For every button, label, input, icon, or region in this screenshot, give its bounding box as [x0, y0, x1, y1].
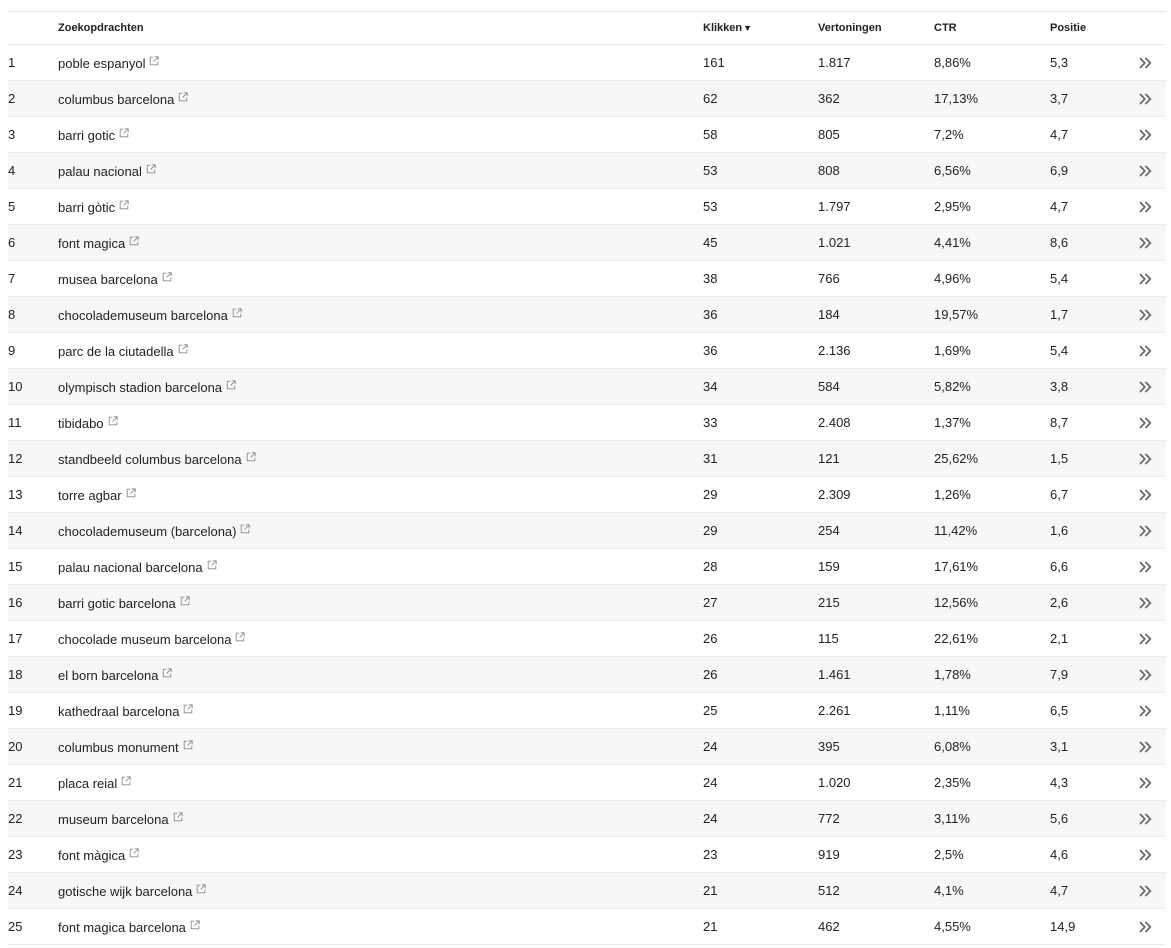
external-link-icon[interactable]: [178, 90, 188, 100]
position-cell: 6,6: [1050, 559, 1069, 574]
position-cell: 2,1: [1050, 631, 1069, 646]
position-cell: 8,7: [1050, 415, 1069, 430]
position-cell: 2,6: [1050, 595, 1069, 610]
double-chevron-right-icon[interactable]: [1136, 153, 1156, 188]
row-number: 19: [8, 703, 23, 718]
query-cell: [58, 477, 136, 512]
position-cell: 4,3: [1050, 775, 1069, 790]
ctr-cell: 11,42%: [934, 523, 978, 538]
ctr-cell: 2,95%: [934, 199, 971, 214]
query-link[interactable]: torre agbar: [58, 488, 122, 503]
ctr-cell: 4,41%: [934, 235, 971, 250]
double-chevron-right-icon[interactable]: [1136, 117, 1156, 152]
double-chevron-right-icon[interactable]: [1136, 549, 1156, 584]
ctr-cell: 4,96%: [934, 271, 971, 286]
impressions-cell: 462: [818, 919, 840, 934]
table-row: [8, 584, 1166, 620]
impressions-cell: 2.309: [818, 487, 851, 502]
double-chevron-right-icon[interactable]: [1136, 621, 1156, 656]
query-link[interactable]: tibidabo: [58, 416, 104, 431]
query-cell: [58, 189, 129, 224]
external-link-icon[interactable]: [162, 666, 172, 676]
position-cell: 4,7: [1050, 883, 1069, 898]
position-cell: 4,7: [1050, 199, 1069, 214]
row-number: 18: [8, 667, 23, 682]
external-link-icon[interactable]: [190, 918, 200, 928]
impressions-cell: 121: [818, 451, 840, 466]
row-number: 9: [8, 343, 16, 358]
query-cell: [58, 369, 236, 404]
impressions-cell: 584: [818, 379, 840, 394]
position-cell: 4,7: [1050, 127, 1069, 142]
double-chevron-right-icon[interactable]: [1136, 189, 1156, 224]
row-number: 15: [8, 559, 23, 574]
position-cell: 5,4: [1050, 271, 1069, 286]
ctr-cell: 19,57%: [934, 307, 979, 322]
query-link[interactable]: standbeeld columbus barcelona: [58, 452, 242, 467]
table-row: [8, 440, 1166, 476]
table-row: [8, 872, 1166, 908]
row-number: 12: [8, 451, 23, 466]
query-link[interactable]: placa reial: [58, 776, 118, 791]
query-link[interactable]: barri gotic barcelona: [58, 596, 176, 611]
table-row: [8, 188, 1166, 224]
row-number: 22: [8, 811, 23, 826]
impressions-cell: 1.021: [818, 235, 851, 250]
external-link-icon[interactable]: [235, 630, 245, 640]
clicks-cell: 36: [703, 307, 718, 322]
clicks-cell: 26: [703, 631, 718, 646]
row-number: 7: [8, 271, 16, 286]
clicks-cell: 24: [703, 811, 718, 826]
table-row: [8, 224, 1166, 260]
double-chevron-right-icon[interactable]: [1136, 513, 1156, 548]
row-number: 21: [8, 775, 23, 790]
clicks-cell: 161: [703, 55, 725, 70]
clicks-cell: 36: [703, 343, 718, 358]
external-link-icon[interactable]: [178, 342, 188, 352]
ctr-cell: 7,2%: [934, 127, 964, 142]
ctr-cell: 2,5%: [934, 847, 964, 862]
query-cell: [58, 81, 188, 116]
query-link[interactable]: columbus barcelona: [58, 92, 175, 107]
column-header-clicks-label: Klikken: [703, 22, 743, 34]
query-link[interactable]: chocolade museum barcelona: [58, 632, 232, 647]
clicks-cell: 58: [703, 127, 718, 142]
external-link-icon[interactable]: [121, 774, 131, 784]
impressions-cell: 766: [818, 271, 840, 286]
query-cell: [58, 45, 159, 80]
column-header-ctr[interactable]: CTR: [934, 22, 957, 34]
table-row: [8, 836, 1166, 872]
ctr-cell: 1,11%: [934, 703, 970, 718]
query-cell: [58, 621, 245, 656]
query-link[interactable]: chocolademuseum (barcelona): [58, 524, 237, 539]
row-number: 4: [8, 163, 16, 178]
row-number: 25: [8, 919, 23, 934]
double-chevron-right-icon[interactable]: [1136, 729, 1156, 764]
impressions-cell: 2.408: [818, 415, 851, 430]
column-header-position[interactable]: Positie: [1050, 22, 1087, 34]
position-cell: 7,9: [1050, 667, 1069, 682]
query-cell: [58, 117, 129, 152]
position-cell: 6,5: [1050, 703, 1069, 718]
query-cell: [58, 837, 139, 872]
query-link[interactable]: columbus monument: [58, 740, 179, 755]
position-cell: 3,8: [1050, 379, 1069, 394]
double-chevron-right-icon[interactable]: [1136, 81, 1156, 116]
impressions-cell: 2.261: [818, 703, 851, 718]
query-link[interactable]: barri gòtic: [58, 200, 116, 215]
position-cell: 4,6: [1050, 847, 1069, 862]
row-number: 16: [8, 595, 23, 610]
external-link-icon[interactable]: [149, 54, 159, 64]
external-link-icon[interactable]: [207, 558, 217, 568]
clicks-cell: 29: [703, 523, 718, 538]
table-row: [8, 512, 1166, 548]
external-link-icon[interactable]: [183, 738, 193, 748]
row-number: 6: [8, 235, 16, 250]
double-chevron-right-icon[interactable]: [1136, 909, 1156, 944]
clicks-cell: 33: [703, 415, 718, 430]
double-chevron-right-icon[interactable]: [1136, 45, 1156, 80]
position-cell: 6,9: [1050, 163, 1069, 178]
row-number: 10: [8, 379, 23, 394]
external-link-icon[interactable]: [129, 234, 139, 244]
position-cell: 14,9: [1050, 919, 1076, 934]
query-link[interactable]: font magica barcelona: [58, 920, 186, 935]
clicks-cell: 34: [703, 379, 718, 394]
external-link-icon[interactable]: [246, 450, 256, 460]
clicks-cell: 26: [703, 667, 718, 682]
external-link-icon[interactable]: [162, 270, 172, 280]
table-row: [8, 620, 1166, 656]
table-row: [8, 152, 1166, 188]
table-row: [8, 44, 1166, 80]
row-number: 13: [8, 487, 23, 502]
double-chevron-right-icon[interactable]: [1136, 873, 1156, 908]
position-cell: 1,6: [1050, 523, 1069, 538]
external-link-icon[interactable]: [183, 702, 193, 712]
ctr-cell: 6,56%: [934, 163, 971, 178]
ctr-cell: 4,55%: [934, 919, 971, 934]
row-number: 11: [8, 415, 22, 430]
clicks-cell: 38: [703, 271, 718, 286]
query-cell: [58, 549, 217, 584]
double-chevron-right-icon[interactable]: [1136, 477, 1156, 512]
impressions-cell: 159: [818, 559, 840, 574]
ctr-cell: 22,61%: [934, 631, 979, 646]
row-number: 3: [8, 127, 16, 142]
impressions-cell: 808: [818, 163, 840, 178]
query-link[interactable]: chocolademuseum barcelona: [58, 308, 228, 323]
query-cell: [58, 225, 139, 260]
query-link[interactable]: gotische wijk barcelona: [58, 884, 193, 899]
query-cell: [58, 441, 256, 476]
external-link-icon[interactable]: [129, 846, 139, 856]
position-cell: 3,7: [1050, 91, 1069, 106]
row-number: 2: [8, 91, 16, 106]
double-chevron-right-icon[interactable]: [1136, 261, 1156, 296]
table-row: [8, 656, 1166, 692]
ctr-cell: 5,82%: [934, 379, 971, 394]
table-row: [8, 476, 1166, 512]
clicks-cell: 21: [703, 919, 718, 934]
position-cell: 1,7: [1050, 307, 1069, 322]
ctr-cell: 1,78%: [934, 667, 971, 682]
table-row: [8, 332, 1166, 368]
query-cell: [58, 513, 250, 548]
impressions-cell: 1.797: [818, 199, 851, 214]
external-link-icon[interactable]: [108, 414, 118, 424]
row-number: 8: [8, 307, 16, 322]
ctr-cell: 2,35%: [934, 775, 971, 790]
double-chevron-right-icon[interactable]: [1136, 585, 1156, 620]
table-row: [8, 908, 1166, 945]
double-chevron-right-icon[interactable]: [1136, 693, 1156, 728]
query-cell: [58, 153, 156, 188]
double-chevron-right-icon[interactable]: [1136, 657, 1156, 692]
position-cell: 5,4: [1050, 343, 1069, 358]
query-cell: [58, 261, 172, 296]
clicks-cell: 21: [703, 883, 718, 898]
external-link-icon[interactable]: [196, 882, 206, 892]
external-link-icon[interactable]: [146, 162, 156, 172]
query-cell: [58, 909, 200, 944]
double-chevron-right-icon[interactable]: [1136, 837, 1156, 872]
clicks-cell: 53: [703, 163, 718, 178]
clicks-cell: 27: [703, 595, 718, 610]
clicks-cell: 23: [703, 847, 718, 862]
table-row: [8, 692, 1166, 728]
table-row: [8, 296, 1166, 332]
impressions-cell: 2.136: [818, 343, 851, 358]
external-link-icon[interactable]: [226, 378, 236, 388]
impressions-cell: 512: [818, 883, 840, 898]
table-row: [8, 260, 1166, 296]
clicks-cell: 24: [703, 739, 718, 754]
ctr-cell: 8,86%: [934, 55, 971, 70]
external-link-icon[interactable]: [180, 594, 190, 604]
table-row: [8, 728, 1166, 764]
external-link-icon[interactable]: [119, 198, 129, 208]
position-cell: 6,7: [1050, 487, 1069, 502]
query-cell: [58, 657, 172, 692]
clicks-cell: 28: [703, 559, 718, 574]
double-chevron-right-icon[interactable]: [1136, 765, 1156, 800]
row-number: 14: [8, 523, 23, 538]
external-link-icon[interactable]: [173, 810, 183, 820]
double-chevron-right-icon[interactable]: [1136, 225, 1156, 260]
clicks-cell: 62: [703, 91, 718, 106]
table-row: [8, 404, 1166, 440]
query-cell: [58, 585, 190, 620]
impressions-cell: 805: [818, 127, 840, 142]
row-number: 5: [8, 199, 16, 214]
external-link-icon[interactable]: [119, 126, 129, 136]
row-number: 24: [8, 883, 23, 898]
ctr-cell: 4,1%: [934, 883, 964, 898]
ctr-cell: 3,11%: [934, 811, 970, 826]
impressions-cell: 1.020: [818, 775, 851, 790]
query-link[interactable]: el born barcelona: [58, 668, 159, 683]
clicks-cell: 25: [703, 703, 718, 718]
ctr-cell: 12,56%: [934, 595, 979, 610]
query-cell: [58, 801, 183, 836]
position-cell: 8,6: [1050, 235, 1069, 250]
impressions-cell: 919: [818, 847, 840, 862]
ctr-cell: 1,37%: [934, 415, 971, 430]
query-link[interactable]: font màgica: [58, 848, 126, 863]
sort-descending-icon: ▼: [743, 23, 753, 33]
position-cell: 5,6: [1050, 811, 1069, 826]
position-cell: 3,1: [1050, 739, 1069, 754]
clicks-cell: 29: [703, 487, 718, 502]
query-link[interactable]: kathedraal barcelona: [58, 704, 180, 719]
ctr-cell: 17,13%: [934, 91, 979, 106]
double-chevron-right-icon[interactable]: [1136, 297, 1156, 332]
query-link[interactable]: font magica: [58, 236, 126, 251]
ctr-cell: 1,26%: [934, 487, 971, 502]
clicks-cell: 53: [703, 199, 718, 214]
query-link[interactable]: parc de la ciutadella: [58, 344, 174, 359]
query-cell: [58, 873, 206, 908]
position-cell: 1,5: [1050, 451, 1069, 466]
double-chevron-right-icon[interactable]: [1136, 405, 1156, 440]
clicks-cell: 45: [703, 235, 718, 250]
query-cell: [58, 333, 188, 368]
external-link-icon[interactable]: [126, 486, 136, 496]
impressions-cell: 115: [818, 631, 839, 646]
query-link[interactable]: barri gotic: [58, 128, 116, 143]
query-cell: [58, 297, 242, 332]
column-header-clicks[interactable]: [703, 12, 752, 44]
query-link[interactable]: poble espanyol: [58, 56, 146, 71]
column-header-impressions[interactable]: Vertoningen: [818, 22, 882, 34]
table-body: [8, 44, 1166, 945]
impressions-cell: 215: [818, 595, 840, 610]
double-chevron-right-icon[interactable]: [1136, 441, 1156, 476]
row-number: 17: [8, 631, 23, 646]
query-link[interactable]: museum barcelona: [58, 812, 169, 827]
ctr-cell: 25,62%: [934, 451, 979, 466]
impressions-cell: 362: [818, 91, 840, 106]
impressions-cell: 1.461: [818, 667, 851, 682]
table-row: [8, 116, 1166, 152]
ctr-cell: 6,08%: [934, 739, 971, 754]
double-chevron-right-icon[interactable]: [1136, 801, 1156, 836]
query-cell: [58, 405, 118, 440]
ctr-cell: 17,61%: [934, 559, 979, 574]
query-cell: [58, 729, 193, 764]
query-link[interactable]: palau nacional barcelona: [58, 560, 203, 575]
impressions-cell: 1.817: [818, 55, 851, 70]
clicks-cell: 24: [703, 775, 718, 790]
query-link[interactable]: palau nacional: [58, 164, 142, 179]
clicks-cell: 31: [703, 451, 718, 466]
query-cell: [58, 765, 131, 800]
table-row: [8, 764, 1166, 800]
impressions-cell: 254: [818, 523, 840, 538]
row-number: 20: [8, 739, 23, 754]
table-row: [8, 368, 1166, 404]
impressions-cell: 772: [818, 811, 840, 826]
table-row: [8, 548, 1166, 584]
position-cell: 5,3: [1050, 55, 1069, 70]
column-header-queries[interactable]: Zoekopdrachten: [58, 22, 144, 34]
external-link-icon[interactable]: [240, 522, 250, 532]
query-link[interactable]: musea barcelona: [58, 272, 158, 287]
table-row: [8, 800, 1166, 836]
impressions-cell: 184: [818, 307, 840, 322]
ctr-cell: 1,69%: [934, 343, 971, 358]
table-header: [8, 11, 1166, 44]
impressions-cell: 395: [818, 739, 840, 754]
row-number: 1: [8, 55, 16, 70]
table-row: [8, 80, 1166, 116]
query-link[interactable]: olympisch stadion barcelona: [58, 380, 223, 395]
external-link-icon[interactable]: [232, 306, 242, 316]
query-cell: [58, 693, 193, 728]
double-chevron-right-icon[interactable]: [1136, 369, 1156, 404]
search-queries-table: [8, 11, 1166, 945]
row-number: 23: [8, 847, 23, 862]
double-chevron-right-icon[interactable]: [1136, 333, 1156, 368]
